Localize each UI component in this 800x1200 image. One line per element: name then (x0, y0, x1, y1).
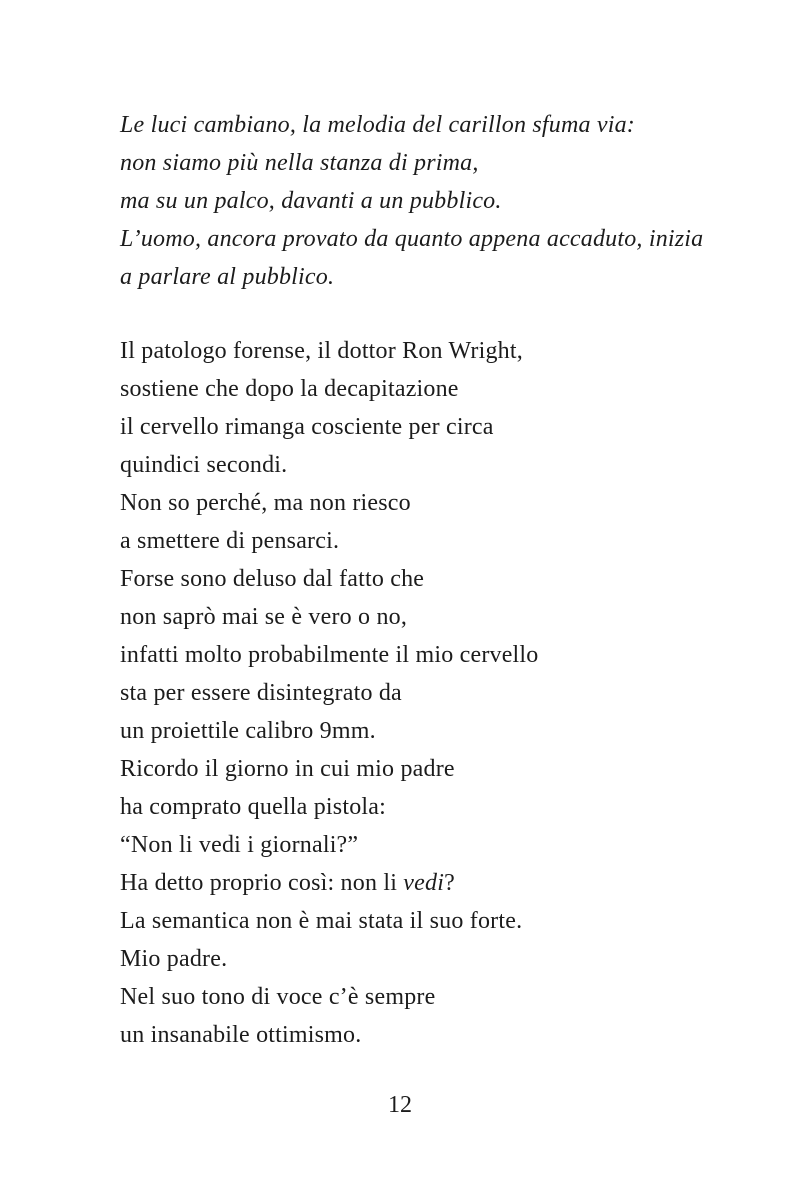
page-content (120, 106, 760, 1054)
stanza-line: a parlare al pubblico. (120, 264, 335, 290)
poem-line: Non so perché, ma non riesco (120, 490, 411, 516)
poem-line: ha comprato quella pistola: (120, 794, 386, 820)
poem-line: Ricordo il giorno in cui mio padre (120, 756, 455, 782)
poem-line: “Non li vedi i giornali?” (120, 832, 359, 858)
stanza-line: L’uomo, ancora provato da quanto appena accaduto, inizia (120, 226, 704, 252)
stanza-line: non siamo più nella stanza di prima, (120, 150, 479, 176)
emphasis-prefix: Ha detto proprio così: non li (120, 870, 404, 896)
poem-line: sostiene che dopo la decapitazione (120, 376, 459, 402)
poem-line: Nel suo tono di voce c’è sempre (120, 984, 436, 1010)
poem-line: La semantica non è mai stata il suo forte. (120, 908, 523, 934)
poem-line: Il patologo forense, il dottor Ron Wright, (120, 338, 523, 364)
poem-line: Forse sono deluso dal fatto che (120, 566, 425, 592)
poem-block (120, 332, 760, 1054)
poem-line: Mio padre. (120, 946, 228, 972)
poem-line: il cervello rimanga cosciente per circa (120, 414, 494, 440)
stanza-line: ma su un palco, davanti a un pubblico. (120, 188, 502, 214)
poem-line: a smettere di pensarci. (120, 528, 340, 554)
stanza-line: Le luci cambiano, la melodia del carillon sfuma via: (120, 112, 635, 138)
page-number: 12 (388, 1092, 412, 1118)
emphasis-suffix: ? (444, 870, 455, 896)
poem-line: non saprò mai se è vero o no, (120, 604, 408, 630)
poem-line: un proiettile calibro 9mm. (120, 718, 376, 744)
poem-line: sta per essere disintegrato da (120, 680, 402, 706)
poem-line: un insanabile ottimismo. (120, 1022, 362, 1048)
poem-line-with-emphasis (120, 864, 760, 902)
emphasis-italic-word: vedi (403, 870, 445, 896)
poem-line: infatti molto probabilmente il mio cervello (120, 642, 539, 668)
stage-direction-stanza (120, 106, 760, 296)
poem-line: quindici secondi. (120, 452, 288, 478)
